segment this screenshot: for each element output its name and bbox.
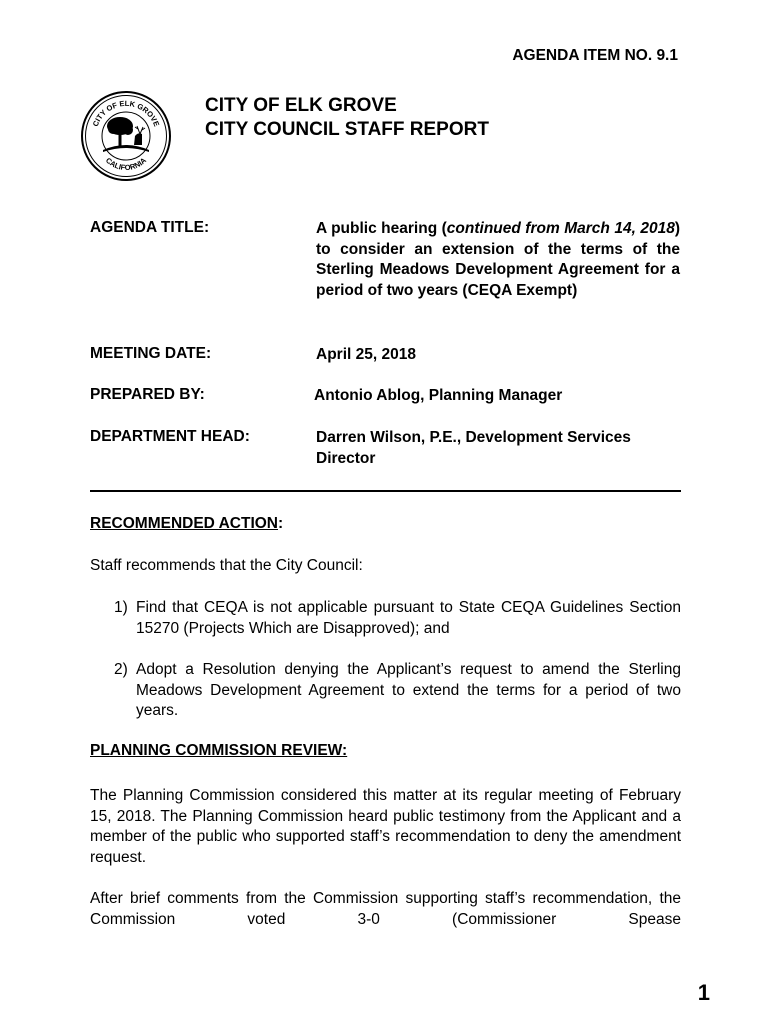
page-number: 1 (697, 980, 710, 1005)
tree-icon (103, 117, 149, 152)
recommendation-intro: Staff recommends that the City Council: (90, 557, 363, 574)
department-head-value: Darren Wilson, P.E., Development Services Director (316, 429, 631, 467)
planning-paragraph-1: The Planning Commission considered this matter at its regular meeting of February 15, 2018. The Planning Commission heard public testimony from the Applicant and a member of the public who supported staff’s recommendation to deny the amendment request. (90, 787, 681, 866)
prepared-by-value: Antonio Ablog, Planning Manager (314, 387, 563, 404)
agenda-title-label: AGENDA TITLE: (90, 219, 210, 236)
list-item-text: Find that CEQA is not applicable pursuant to State CEQA Guidelines Section 15270 (Projects Which are Disapproved); and (136, 599, 681, 637)
list-item-number: 2) (114, 661, 128, 678)
report-title: CITY COUNCIL STAFF REPORT (205, 119, 489, 140)
list-item (114, 660, 681, 722)
agenda-title-continued: continued from March 14, 2018 (446, 220, 675, 237)
planning-paragraph-2: After brief comments from the Commission supporting staff’s recommendation, the Commission voted 3-0 (Commissioner Spease (90, 890, 681, 928)
agenda-item-number: AGENDA ITEM NO. 9.1 (512, 47, 678, 64)
heading-colon: : (278, 515, 284, 532)
agenda-title-value (316, 219, 680, 301)
department-head-label: DEPARTMENT HEAD: (90, 428, 250, 445)
recommended-action-heading-text: RECOMMENDED ACTION (90, 515, 279, 532)
meeting-date-value: April 25, 2018 (316, 346, 416, 363)
city-name-title: CITY OF ELK GROVE (205, 95, 397, 116)
svg-text:CALIFORNIA (104, 155, 149, 172)
recommended-action-heading (90, 515, 283, 533)
elk-icon (134, 126, 145, 145)
agenda-title-text-post: ) to consider an extension of the terms of the Sterling Meadows Development Agreement for a period of two years (CEQA Exempt) (316, 220, 680, 299)
list-item-text: Adopt a Resolution denying the Applicant’s request to amend the Sterling Meadows Development Agreement to extend the terms for a period of two years. (136, 661, 681, 719)
seal-top-text: CITY OF ELK GROVE (90, 98, 162, 128)
agenda-title-text-pre: A public hearing ( (316, 220, 447, 237)
meeting-date-label: MEETING DATE: (90, 345, 212, 362)
list-item (114, 598, 681, 639)
prepared-by-label: PREPARED BY: (90, 386, 205, 403)
seal-bottom-text: CALIFORNIA (103, 155, 149, 173)
list-item-number: 1) (114, 599, 128, 616)
city-seal-logo (80, 90, 172, 182)
planning-commission-heading: PLANNING COMMISSION REVIEW: (90, 742, 348, 759)
section-divider (90, 490, 681, 492)
